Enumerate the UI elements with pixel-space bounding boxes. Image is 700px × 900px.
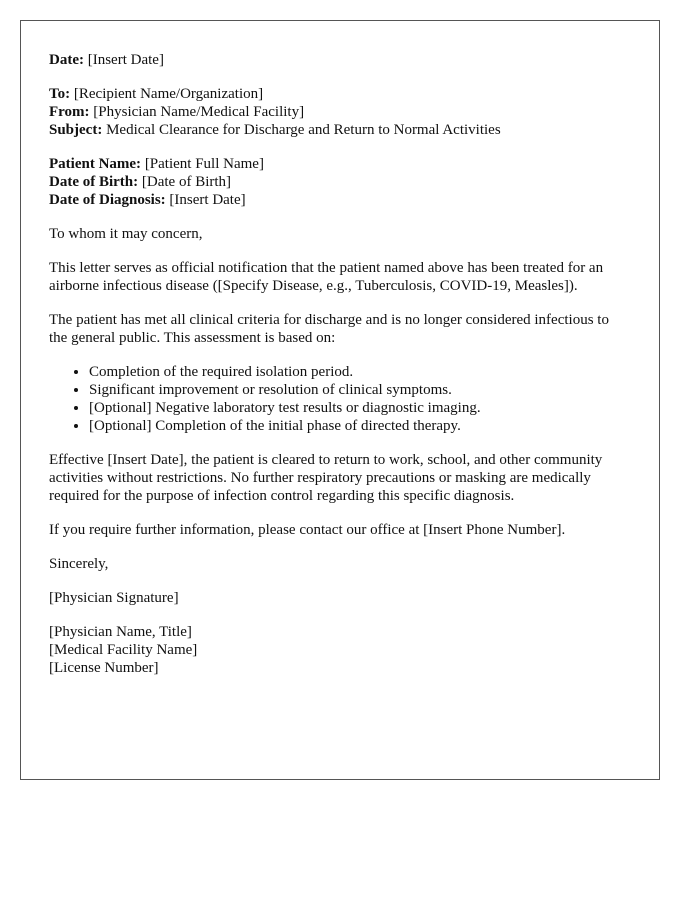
- to-line: [49, 85, 631, 103]
- list-item: • Significant improvement or resolution of clinical symptoms.: [89, 381, 631, 399]
- paragraph-contact: If you require further information, please contact our office at [Insert Phone Number].: [49, 522, 566, 538]
- paragraph-notification: This letter serves as official notification that the patient named above has been treated for an airborne infectious disease ([Specify Disease, e.g., Tuberculosis, COVID-19, Measles]).: [49, 260, 604, 294]
- list-item: • [Optional] Completion of the initial phase of directed therapy.: [89, 417, 631, 435]
- from-label: From:: [49, 104, 90, 120]
- routing-section: [49, 85, 631, 139]
- signature-placeholder: [Physician Signature]: [49, 590, 179, 606]
- dob-value: [Date of Birth]: [141, 174, 232, 190]
- closing: Sincerely,: [49, 556, 109, 572]
- physician-name-title: [Physician Name, Title]: [49, 624, 192, 640]
- patient-name-line: [49, 155, 631, 173]
- from-value: [Physician Name/Medical Facility]: [93, 104, 305, 120]
- subject-line: [49, 121, 631, 139]
- patient-section: [49, 155, 631, 209]
- license-number: [License Number]: [49, 660, 159, 676]
- list-item: • Completion of the required isolation period.: [89, 363, 631, 381]
- letter-page: [20, 20, 660, 780]
- date-value: [Insert Date]: [87, 52, 164, 68]
- criteria-list: [49, 363, 631, 435]
- salutation: To whom it may concern,: [49, 226, 203, 242]
- dob-label: Date of Birth:: [49, 174, 139, 190]
- diagnosis-date-label: Date of Diagnosis:: [49, 192, 166, 208]
- facility-name: [Medical Facility Name]: [49, 642, 198, 658]
- signature-block: [49, 623, 631, 677]
- paragraph-clearance: Effective [Insert Date], the patient is cleared to return to work, school, and other community activities without restrictions. No further respiratory precautions or masking are medically required for the purpose of infection control regarding this specific diagnosis.: [49, 452, 603, 504]
- to-value: [Recipient Name/Organization]: [73, 86, 264, 102]
- subject-label: Subject:: [49, 122, 103, 138]
- patient-name-label: Patient Name:: [49, 156, 142, 172]
- patient-name-value: [Patient Full Name]: [144, 156, 264, 172]
- paragraph-criteria-intro: The patient has met all clinical criteria for discharge and is no longer considered infectious to the general public. This assessment is based on:: [49, 312, 609, 346]
- to-label: To:: [49, 86, 71, 102]
- date-line: [49, 51, 631, 69]
- subject-value: Medical Clearance for Discharge and Return to Normal Activities: [106, 122, 501, 138]
- diagnosis-date-value: [Insert Date]: [169, 192, 246, 208]
- date-section: [49, 51, 631, 69]
- list-item: • [Optional] Negative laboratory test results or diagnostic imaging.: [89, 399, 631, 417]
- diagnosis-date-line: [49, 191, 631, 209]
- from-line: [49, 103, 631, 121]
- dob-line: [49, 173, 631, 191]
- date-label: Date:: [49, 52, 84, 68]
